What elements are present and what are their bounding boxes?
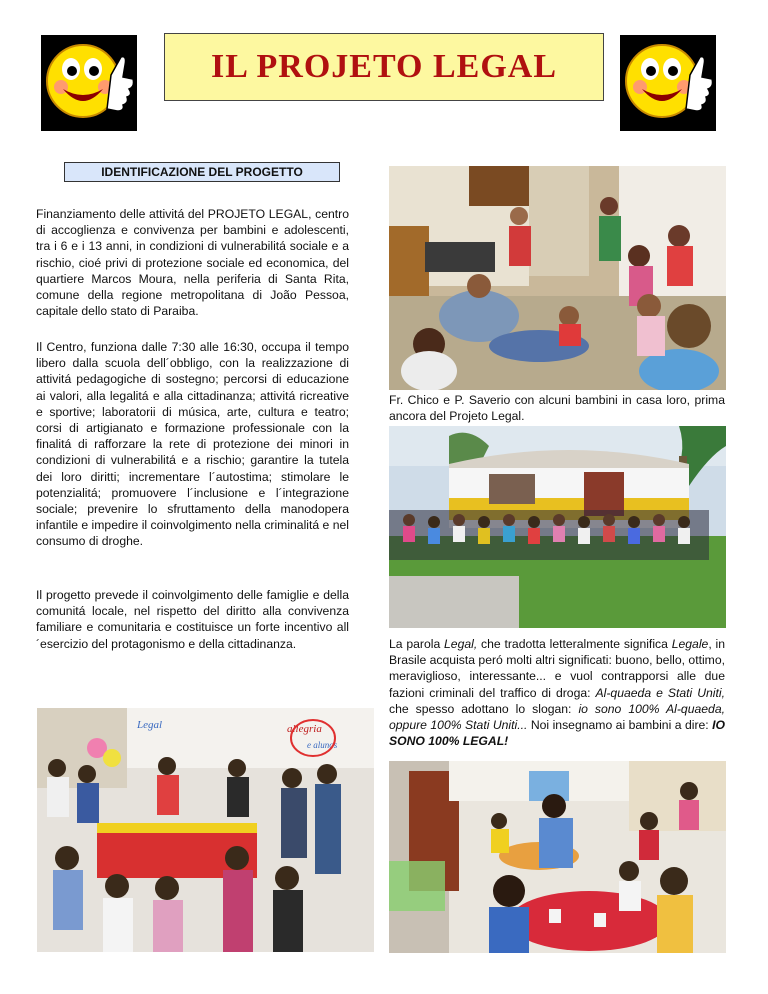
text-italic-factions: Al-quaeda e Stati Uniti, [595, 685, 725, 700]
paragraph-intro: Finanziamento delle attivitá del PROJETO LEGAL, centro di accoglienza e convivenza per bambini e adolescenti, tra i 6 e i 13 anni, in condizioni di vulnerabilitá sociale e a rischio, cioé privi di protezione sociale ed economica, del quartiere Marcos Moura, nella periferia di Santa Rita, comune della regione metropolitana di João Pessoa, capitale dello stato di Paraiba. [36, 207, 349, 319]
photo-indoor-children [389, 166, 726, 390]
smiley-thumbs-up-icon [41, 35, 137, 131]
text-italic-legal: Legal, [444, 637, 478, 651]
smiley-thumbs-up-icon-right [620, 35, 716, 131]
title-box [164, 33, 604, 101]
paragraph-centro: Il Centro, funziona dalle 7:30 alle 16:30, occupa il tempo libero dalla scuola dell´obbligo, con la realizzazione di attivitá pedagogiche di sostegno; percorsi di educazione ai valori, alla legalitá e alla cittadinanza; attivitá ricreative e sportive; laboratorii di música, arte, cultura e teatro; corsi di artigianato e formazione professionale con la finalitá di rafforzare la rete di protezione dei minori in condizioni di vulnerabilitá e a rischio; garantire la tutela dei loro diritti; incrementare l´autostima; stimolare le potenzialitá; promuovere l´inclusione e l´integrazione sociale; prevenire lo sfruttamento della manodopera infantile e impedire il coinvolgimento nella criminalitá e nel consumo di droghe. [36, 340, 349, 549]
banner-text-allegria: allegria [287, 723, 322, 735]
text-segment: , in Brasile acquista peró molti altri significati: buono, bello, ottimo, meraviglioso, interessante... e vuol contrapporsi alle due fazioni criminali del traffico di droga: [389, 637, 725, 700]
section-heading: IDENTIFICAZIONE DEL PROGETTO [101, 165, 303, 179]
photo-outdoor-building [389, 426, 726, 628]
text-segment: La parola [389, 637, 445, 651]
text-italic-slogan: io sono 100% Al-quaeda, oppure 100% Stati Uniti... [389, 701, 725, 733]
text-segment: che tradotta letteralmente significa [477, 637, 672, 651]
text-bold-final: IO SONO 100% LEGAL! [389, 718, 725, 749]
section-heading-box [64, 162, 340, 182]
banner-text-legal: Legal [137, 719, 163, 731]
text-segment: Noi insegnamo ai bambini a dire: [527, 718, 713, 733]
photo-children-tables [389, 761, 726, 953]
text-italic-legale: Legale [671, 637, 709, 651]
text-segment: che spesso adottano lo slogan: [389, 701, 579, 716]
photo-group-celebration [37, 708, 374, 952]
caption-photo-1: Fr. Chico e P. Saverio con alcuni bambini in casa loro, prima ancora del Projeto Legal. [389, 393, 725, 424]
banner-text-alunos: e alunos [307, 740, 338, 750]
page-title: IL PROJETO LEGAL [210, 48, 558, 85]
paragraph-coinvolgimento: Il progetto prevede il coinvolgimento delle famiglie e della comunitá locale, nel rispetto del diritto alla convivenza familiare e comunitaria e costituisce un forte incentivo all´esercizio del protagonismo e della cittadinanza. [36, 588, 349, 651]
paragraph-legal-meaning [389, 636, 725, 749]
